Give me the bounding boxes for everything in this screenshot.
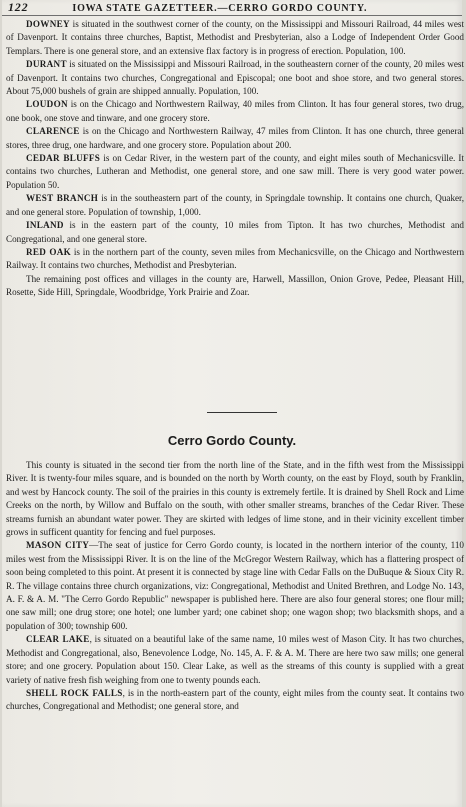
- page-number: 122: [8, 0, 29, 14]
- places-section: [6, 18, 464, 300]
- place-name: DOWNEY: [26, 19, 70, 29]
- place-entry: [6, 539, 464, 633]
- place-entry: [6, 687, 464, 714]
- gazetteer-page: [2, 0, 465, 807]
- place-name: MASON CITY: [26, 540, 90, 551]
- place-entry: [6, 125, 464, 152]
- place-entry: [6, 98, 464, 125]
- place-text: is on the Chicago and Northwestern Railway, 40 miles from Clinton. It has four general stores, two drug, one book, one stove and tinware, and one grocery store.: [6, 99, 465, 123]
- place-entry: [6, 152, 464, 192]
- place-name: RED OAK: [26, 246, 72, 257]
- running-title: IOWA STATE GAZETTEER.—CERRO GORDO COUNTY.: [72, 3, 368, 14]
- place-name: INLAND: [26, 220, 64, 231]
- place-entry: [6, 633, 464, 687]
- place-text: is situated in the southwest corner of the county, on the Mississippi and Missouri Railroad, 44 miles west of Davenport. It contains three churches, Baptist, Methodist and Presbyterian, also a Lodge of Independent Order Good Templars. There is one general store, and an extensive flax factory is in progress of erection. Population, 100.: [6, 19, 465, 56]
- county-section: [6, 459, 464, 714]
- place-entry: [6, 246, 464, 273]
- county-description: This county is situated in the second tier from the north line of the State, and in the fifth west from the Mississippi River. It is twenty-four miles square, and is bounded on the north by Worth county, on the east by Floyd, south by Franklin, and west by Hancock county. The soil of the prairies in this county is extremely fertile. It is drained by Shell Rock and Lime Creeks on the north, by Willow and Buffalo on the south, with other smaller streams, branches of the Cedar River. These streams furnish an abundant water power. They are skirted with ledges of lime stone, and in their vicinity excellent timber grows in sufficent quantity for fencing and fuel purposes.: [6, 460, 464, 538]
- place-text: is in the southeastern part of the county, in Springdale township. It contains one church, Quaker, and one general store. Population of township, 1,000.: [6, 193, 465, 217]
- running-header: [2, 0, 462, 16]
- section-divider: [207, 412, 277, 413]
- place-name: CLEAR LAKE: [26, 634, 90, 645]
- place-text: , is situated on a beautiful lake of the same name, 10 miles west of Mason City. It has two churches, Methodist and Congregational, also, Benevolence Lodge, No. 145, A. F. & A. M. There are here two saw mills; one general store; and one grocery. Population about 150. Clear Lake, as well as the streams of this county is supplied with a great variety of native fresh fish weighing from one to twenty pounds each.: [6, 634, 464, 685]
- place-text: is situated on the Mississippi and Missouri Railroad, in the southeastern corner of the county, 20 miles west of Davenport. It contains two churches, Congregational and Episcopal; one boot and shoe store, and two general stores. About 75,000 bushels of grain are shipped annually. Population, 100.: [6, 59, 464, 97]
- place-text: is in the eastern part of the county, 10 miles from Tipton. It has two churches, Methodist and Congregational, and one general store.: [6, 220, 464, 244]
- place-name: CEDAR BLUFFS: [26, 153, 101, 164]
- place-entry: [6, 58, 464, 98]
- place-entry: [6, 192, 464, 219]
- place-name: SHELL ROCK FALLS: [26, 687, 123, 698]
- place-text: is on Cedar River, in the western part of the county, and eight miles south of Mechanicsville. It contains two churches, Lutheran and Methodist, one general store, and one saw mill. There is very good water power. Population 50.: [6, 153, 465, 190]
- place-name: LOUDON: [26, 99, 68, 110]
- remaining-villages-paragraph: The remaining post offices and villages in the county are, Harwell, Massillon, Onion Grove, Pedee, Pleasant Hill, Rosette, Side Hill, Springdale, Woodbridge, York Prairie and Zoar.: [6, 273, 464, 298]
- place-name: WEST BRANCH: [26, 193, 99, 204]
- place-text: is in the northern part of the county, seven miles from Mechanicsville, on the Chicago and Northwestern Railway. It contains two churches, Methodist and Presbyterian.: [6, 246, 465, 271]
- place-entry: [6, 219, 464, 246]
- place-entry: [6, 18, 464, 58]
- county-heading: Cerro Gordo County.: [167, 433, 297, 448]
- place-text: , is in the north-eastern part of the county, eight miles from the county seat. It contains two churches, Congregational and Methodist; one general store, and: [6, 687, 464, 712]
- place-text: is on the Chicago and Northwestern Railway, 47 miles from Clinton. It has one church, three general stores, three drug, one hardware, and one grocery store. Population about 200.: [6, 126, 465, 150]
- place-name: DURANT: [26, 59, 67, 70]
- place-name: CLARENCE: [26, 126, 80, 137]
- place-text: —The seat of justice for Cerro Gordo county, is located in the northern interior of the county, 110 miles west from the Mississippi River. It is on the line of the McGregor Western Railway, which has a flattering prospect of soon being completed to this point. At present it is connected by stage line with Cedar Falls on the DuBuque & Sioux City R. R. The village contains three church organizations, viz: Congregational, Methodist and United Brethren, and Lodge No. 143, A. F. & A. M. "The Cerro Gordo Republic" newspaper is published here. There are also four general stores; one flour mill; one saw mill; one drug store; one hotel; one lumber yard; one cabinet shop; one wagon shop; two blacksmith shops, and a population of 300; township 600.: [6, 540, 464, 631]
